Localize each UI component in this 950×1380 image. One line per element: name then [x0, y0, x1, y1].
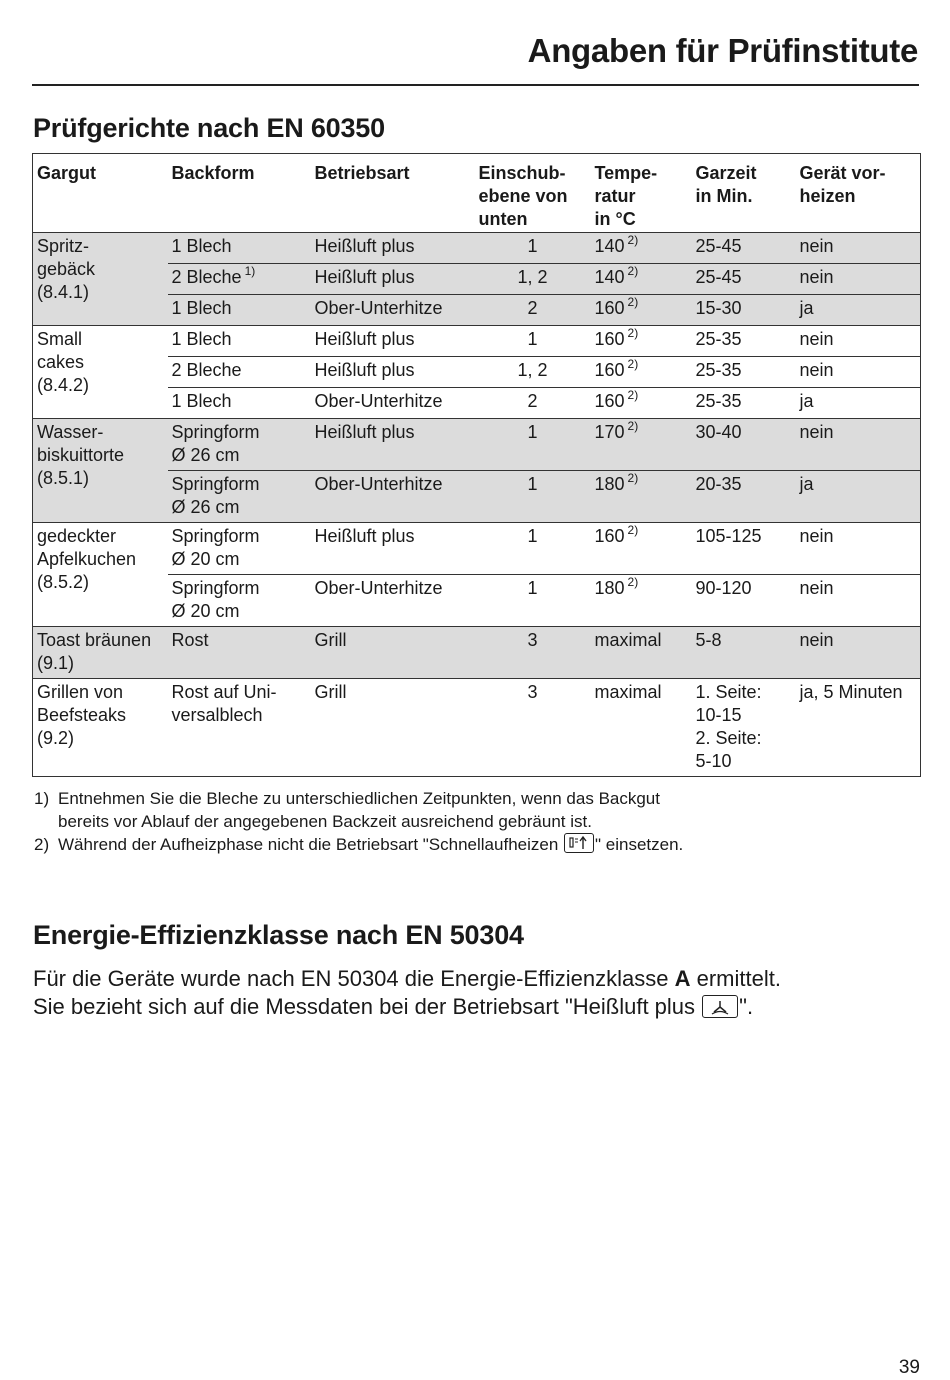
gargut-cell — [33, 419, 168, 523]
col-header-temperatur — [591, 154, 692, 233]
garzeit-cell: 5-8 — [692, 627, 796, 679]
gargut-cell — [33, 523, 168, 627]
temperatur-cell — [591, 419, 692, 471]
vorheizen-cell: nein — [796, 233, 921, 264]
footnote-ref: 2) — [627, 388, 639, 402]
footnote-number: 2) — [34, 835, 50, 854]
vorheizen-cell: nein — [796, 575, 921, 627]
garzeit-cell: 90-120 — [692, 575, 796, 627]
col-header-backform: Backform — [171, 163, 255, 183]
header-line: unten — [478, 209, 528, 229]
header-line: in Min. — [695, 186, 753, 206]
betriebsart-cell: Heißluft plus — [311, 357, 475, 388]
betriebsart-cell: Heißluft plus — [311, 419, 475, 471]
table-group-small-cakes — [33, 326, 921, 419]
einschub-cell: 1 — [475, 233, 591, 264]
gargut-line: gebäck — [37, 259, 96, 279]
temp-value: 140 — [594, 236, 625, 256]
header-line: ebene von — [478, 186, 568, 206]
garzeit-line: 1. Seite: — [695, 682, 762, 702]
temperatur-cell: maximal — [591, 627, 692, 679]
einschub-cell: 1 — [527, 329, 538, 349]
table-group-beefsteaks — [33, 679, 921, 777]
footnote-ref: 2) — [627, 295, 639, 309]
table-group-toast — [33, 627, 921, 679]
footnote-2 — [34, 833, 894, 856]
temperatur-cell — [591, 523, 692, 575]
einschub-cell: 1, 2 — [475, 357, 591, 388]
betriebsart-cell: Grill — [311, 627, 475, 679]
header-line: Garzeit — [695, 163, 757, 183]
gargut-cell — [33, 679, 168, 777]
backform-cell: Rost — [168, 627, 311, 679]
backform-line: Springform — [171, 526, 260, 546]
gargut-line: biskuittorte — [37, 445, 125, 465]
garzeit-cell: 25-45 — [692, 264, 796, 295]
footnote-line: bereits vor Ablauf der angegebenen Backzeit ausreichend gebräunt ist. — [58, 812, 592, 831]
gargut-line: Wasser- — [37, 422, 104, 442]
backform-cell — [168, 419, 311, 471]
gargut-line: cakes — [37, 352, 85, 372]
footnote-line: Entnehmen Sie die Bleche zu unterschiedlichen Zeitpunkten, wenn das Backgut — [58, 789, 660, 808]
backform-cell: 1 Blech — [171, 329, 232, 349]
betriebsart-cell: Ober-Unterhitze — [311, 295, 475, 326]
garzeit-cell: 25-35 — [692, 388, 796, 419]
gargut-line: Small — [37, 329, 83, 349]
gargut-line: gedeckter — [37, 526, 117, 546]
betriebsart-cell: Heißluft plus — [314, 526, 415, 546]
line2-text: Sie bezieht sich auf die Messdaten bei der Betriebsart "Heißluft plus — [33, 994, 702, 1019]
gargut-line: (9.1) — [37, 653, 75, 673]
header-line: Tempe- — [594, 163, 658, 183]
header-divider — [32, 84, 919, 86]
footnote-text — [58, 833, 683, 856]
footnote-ref: 2) — [627, 471, 639, 485]
backform-line: Ø 20 cm — [171, 601, 240, 621]
footnote-ref: 2) — [627, 264, 639, 278]
betriebsart-cell: Heißluft plus — [311, 264, 475, 295]
temperatur-cell — [591, 326, 692, 357]
footnote-ref: 2) — [627, 357, 639, 371]
einschub-cell: 1 — [475, 471, 591, 523]
backform-line: versalblech — [171, 705, 263, 725]
section-title-energie: Energie-Effizienzklasse nach EN 50304 — [33, 920, 524, 950]
gargut-line: (8.5.2) — [37, 572, 90, 592]
betriebsart-cell: Ober-Unterhitze — [311, 388, 475, 419]
betriebsart-cell: Ober-Unterhitze — [311, 471, 475, 523]
garzeit-cell — [692, 679, 796, 777]
betriebsart-cell: Heißluft plus — [311, 233, 475, 264]
vorheizen-cell: nein — [796, 264, 921, 295]
backform-cell — [168, 264, 311, 295]
gargut-line: (8.5.1) — [37, 468, 90, 488]
table-row — [33, 419, 921, 471]
vorheizen-cell: nein — [799, 329, 834, 349]
backform-cell: 1 Blech — [168, 388, 311, 419]
backform-line: Rost auf Uni- — [171, 682, 277, 702]
page-number: 39 — [898, 1357, 920, 1378]
gargut-line: Beefsteaks — [37, 705, 127, 725]
footnote-ref: 2) — [627, 326, 639, 340]
header-line: heizen — [799, 186, 856, 206]
backform-cell: 1 Blech — [168, 295, 311, 326]
temp-value: 160 — [594, 329, 625, 349]
temp-value: 160 — [594, 298, 625, 318]
gargut-cell — [33, 627, 168, 679]
einschub-cell: 1 — [475, 575, 591, 627]
temperatur-cell: maximal — [591, 679, 692, 777]
gargut-line: Apfelkuchen — [37, 549, 137, 569]
vorheizen-cell: ja — [796, 388, 921, 419]
backform-line: Springform — [171, 474, 260, 494]
betriebsart-cell: Heißluft plus — [314, 329, 415, 349]
vorheizen-cell: ja — [796, 295, 921, 326]
vorheizen-cell: nein — [799, 526, 834, 546]
footnote-text-post: " einsetzen. — [595, 835, 684, 854]
garzeit-line: 10-15 — [695, 705, 742, 725]
table-group-apfelkuchen — [33, 523, 921, 627]
einschub-cell: 2 — [475, 295, 591, 326]
temp-value: 160 — [594, 526, 625, 546]
backform-cell — [168, 679, 311, 777]
test-dishes-table — [32, 153, 921, 777]
temperatur-cell — [591, 233, 692, 264]
footnote-ref: 2) — [627, 419, 639, 433]
gargut-line: Grillen von — [37, 682, 124, 702]
garzeit-cell: 25-35 — [695, 329, 742, 349]
backform-line: Ø 26 cm — [171, 445, 240, 465]
vorheizen-cell: ja, 5 Minuten — [796, 679, 921, 777]
temperatur-cell — [591, 388, 692, 419]
table-row — [33, 523, 921, 575]
einschub-cell: 1 — [527, 526, 538, 546]
section-title-pruefgerichte: Prüfgerichte nach EN 60350 — [33, 113, 385, 143]
betriebsart-cell: Grill — [311, 679, 475, 777]
backform-line: Ø 20 cm — [171, 549, 240, 569]
col-header-einschub — [475, 154, 591, 233]
header-line: Gerät vor- — [799, 163, 886, 183]
table-row — [33, 679, 921, 777]
footnotes — [34, 787, 894, 856]
footnote-number: 1) — [34, 789, 50, 808]
temp-value: 170 — [594, 422, 625, 442]
paragraph-line-2 — [33, 993, 913, 1021]
table-row — [33, 627, 921, 679]
garzeit-line: 2. Seite: — [695, 728, 762, 748]
col-header-betriebsart: Betriebsart — [314, 163, 410, 183]
garzeit-cell: 105-125 — [695, 526, 762, 546]
vorheizen-cell: ja — [796, 471, 921, 523]
page-header-title: Angaben für Prüfinstitute — [527, 32, 918, 69]
temperatur-cell — [591, 357, 692, 388]
backform-cell: 1 Blech — [168, 233, 311, 264]
garzeit-cell: 30-40 — [692, 419, 796, 471]
temperatur-cell — [591, 295, 692, 326]
backform-value: 2 Bleche — [171, 267, 242, 287]
temperatur-cell — [591, 264, 692, 295]
backform-cell — [168, 523, 311, 575]
vorheizen-cell: nein — [796, 357, 921, 388]
gargut-line: Toast bräunen — [37, 630, 152, 650]
einschub-cell: 1 — [475, 419, 591, 471]
footnote-text-pre: Während der Aufheizphase nicht die Betriebsart "Schnellaufheizen — [58, 835, 564, 854]
einschub-cell: 3 — [475, 679, 591, 777]
gargut-cell — [33, 326, 168, 419]
line1-text: Für die Geräte wurde nach EN 50304 die Energie-Effizienzklasse — [33, 966, 675, 991]
betriebsart-cell: Ober-Unterhitze — [311, 575, 475, 627]
garzeit-cell: 25-35 — [692, 357, 796, 388]
vorheizen-cell: nein — [796, 627, 921, 679]
gargut-line: (9.2) — [37, 728, 75, 748]
header-line: in °C — [594, 209, 636, 229]
col-header-garzeit — [692, 154, 796, 233]
temperatur-cell — [591, 575, 692, 627]
temp-value: 160 — [594, 360, 625, 380]
backform-line: Springform — [171, 578, 260, 598]
garzeit-cell: 25-45 — [692, 233, 796, 264]
quick-heat-icon — [564, 833, 594, 853]
energy-paragraph — [33, 965, 913, 1021]
table-group-spritzgebaeck — [33, 233, 921, 326]
temperatur-cell — [591, 471, 692, 523]
table-header-row — [33, 154, 921, 233]
fan-heat-icon — [702, 995, 738, 1018]
backform-cell — [168, 471, 311, 523]
temp-value: 160 — [594, 391, 625, 411]
einschub-cell: 1, 2 — [475, 264, 591, 295]
col-header-vorheizen — [796, 154, 921, 233]
footnote-ref: 2) — [627, 575, 639, 589]
gargut-cell — [33, 233, 168, 326]
garzeit-line: 5-10 — [695, 751, 732, 771]
efficiency-class: A — [674, 966, 691, 991]
gargut-line: (8.4.2) — [37, 375, 90, 395]
temp-value: 140 — [594, 267, 625, 287]
backform-cell — [168, 575, 311, 627]
temp-value: 180 — [594, 474, 625, 494]
header-line: ratur — [594, 186, 636, 206]
backform-cell: 2 Bleche — [168, 357, 311, 388]
backform-line: Ø 26 cm — [171, 497, 240, 517]
einschub-cell: 2 — [475, 388, 591, 419]
garzeit-cell: 20-35 — [692, 471, 796, 523]
footnote-ref: 2) — [627, 233, 639, 247]
temp-value: 180 — [594, 578, 625, 598]
line2-text-end: ". — [739, 994, 754, 1019]
line1-text-end: ermittelt. — [690, 966, 781, 991]
paragraph-line-1 — [33, 965, 913, 993]
header-line: Einschub- — [478, 163, 566, 183]
backform-line: Springform — [171, 422, 260, 442]
footnote-ref: 1) — [244, 264, 256, 278]
table-row — [33, 326, 921, 357]
col-header-gargut: Gargut — [37, 163, 97, 183]
footnote-1 — [34, 787, 894, 833]
footnote-ref: 2) — [627, 523, 639, 537]
table-row — [33, 233, 921, 264]
vorheizen-cell: nein — [796, 419, 921, 471]
table-group-wasserbiskuittorte — [33, 419, 921, 523]
footnote-text — [58, 787, 660, 833]
gargut-line: Spritz- — [37, 236, 90, 256]
garzeit-cell: 15-30 — [692, 295, 796, 326]
gargut-line: (8.4.1) — [37, 282, 90, 302]
einschub-cell: 3 — [475, 627, 591, 679]
